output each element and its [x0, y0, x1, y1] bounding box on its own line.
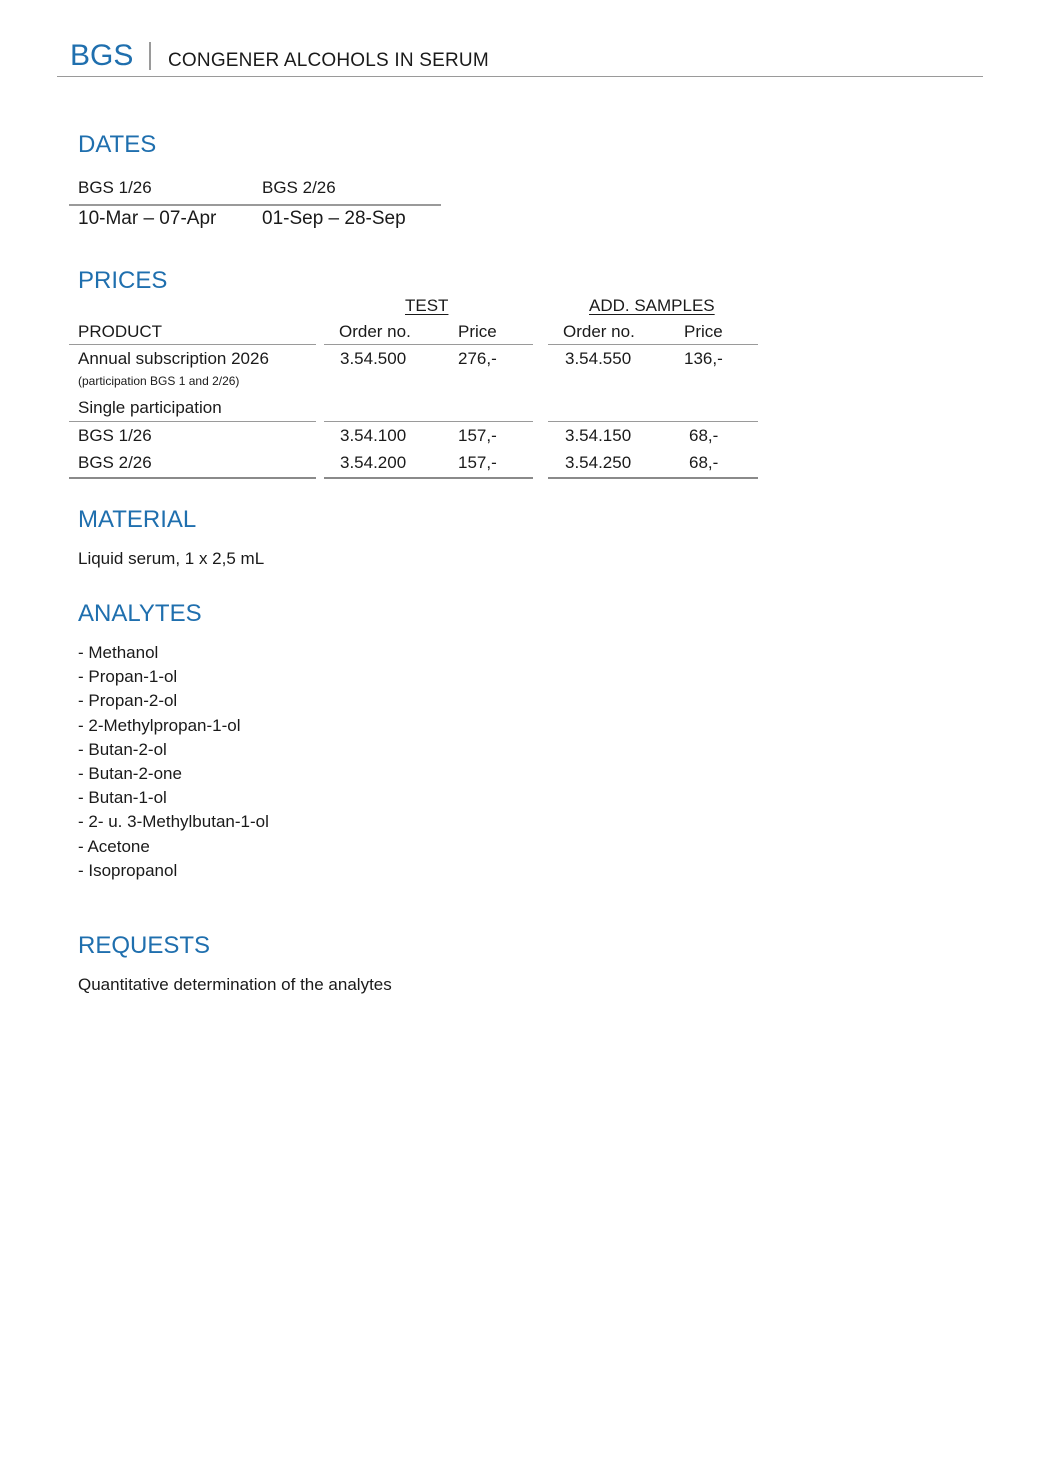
rule-bottom-add [548, 477, 758, 479]
rule-bottom-test [324, 477, 533, 479]
list-item: - Butan-2-one [78, 764, 182, 784]
annual-test-order: 3.54.500 [340, 349, 407, 368]
single-participation-label: Single participation [78, 398, 222, 417]
col-product: PRODUCT [78, 322, 163, 341]
col-add-price: Price [684, 322, 723, 341]
requests-text: Quantitative determination of the analytes [78, 975, 392, 994]
rule-single-product [69, 421, 316, 422]
row-1-test-order: 3.54.100 [340, 426, 407, 445]
rule-header-product [69, 344, 316, 345]
annual-test-price: 276,- [458, 349, 497, 368]
requests-heading: REQUESTS [78, 932, 211, 959]
header-title: CONGENER ALCOHOLS IN SERUM [168, 50, 489, 71]
dates-value-1: 10-Mar – 07-Apr [78, 208, 217, 229]
row-1-add-order: 3.54.150 [565, 426, 632, 445]
dates-col-1: BGS 1/26 [78, 178, 152, 197]
col-test-price: Price [458, 322, 497, 341]
list-item: - Butan-1-ol [78, 788, 167, 808]
col-add-order: Order no. [563, 322, 635, 341]
list-item: - 2-Methylpropan-1-ol [78, 715, 241, 735]
list-item: - 2- u. 3-Methylbutan-1-ol [78, 812, 269, 832]
list-item: - Isopropanol [78, 860, 178, 880]
rule-header-add [548, 344, 758, 345]
row-2-add-price: 68,- [689, 453, 719, 472]
list-item: - Methanol [78, 643, 159, 662]
row-1-test-price: 157,- [458, 426, 497, 445]
rule-single-test [324, 421, 533, 422]
row-2-test-price: 157,- [458, 453, 497, 472]
rule-single-add [548, 421, 758, 422]
group-add-samples: ADD. SAMPLES [589, 296, 715, 315]
prices-table [0, 0, 1038, 490]
material-text: Liquid serum, 1 x 2,5 mL [78, 549, 265, 568]
list-item: - Butan-2-ol [78, 739, 167, 759]
analytes-list [78, 641, 269, 883]
rule-header-test [324, 344, 533, 345]
analytes-heading: ANALYTES [78, 600, 202, 627]
annual-add-order: 3.54.550 [565, 349, 632, 368]
annual-note: (participation BGS 1 and 2/26) [78, 374, 240, 388]
row-1-label: BGS 1/26 [78, 426, 152, 445]
col-test-order: Order no. [339, 322, 411, 341]
row-1-add-price: 68,- [689, 426, 719, 445]
header-code: BGS [70, 39, 134, 72]
row-2-add-order: 3.54.250 [565, 453, 632, 472]
row-2-test-order: 3.54.200 [340, 453, 407, 472]
prices-heading: PRICES [78, 267, 168, 294]
dates-value-2: 01-Sep – 28-Sep [262, 208, 406, 229]
annual-label: Annual subscription 2026 [78, 349, 269, 368]
rule-bottom-product [69, 477, 316, 479]
row-2-label: BGS 2/26 [78, 453, 152, 472]
annual-add-price: 136,- [684, 349, 723, 368]
list-item: - Propan-1-ol [78, 667, 178, 687]
dates-col-2: BGS 2/26 [262, 178, 336, 197]
list-item: - Acetone [78, 836, 150, 856]
list-item: - Propan-2-ol [78, 691, 178, 711]
dates-heading: DATES [78, 131, 157, 158]
group-test: TEST [405, 296, 449, 315]
material-heading: MATERIAL [78, 506, 197, 533]
